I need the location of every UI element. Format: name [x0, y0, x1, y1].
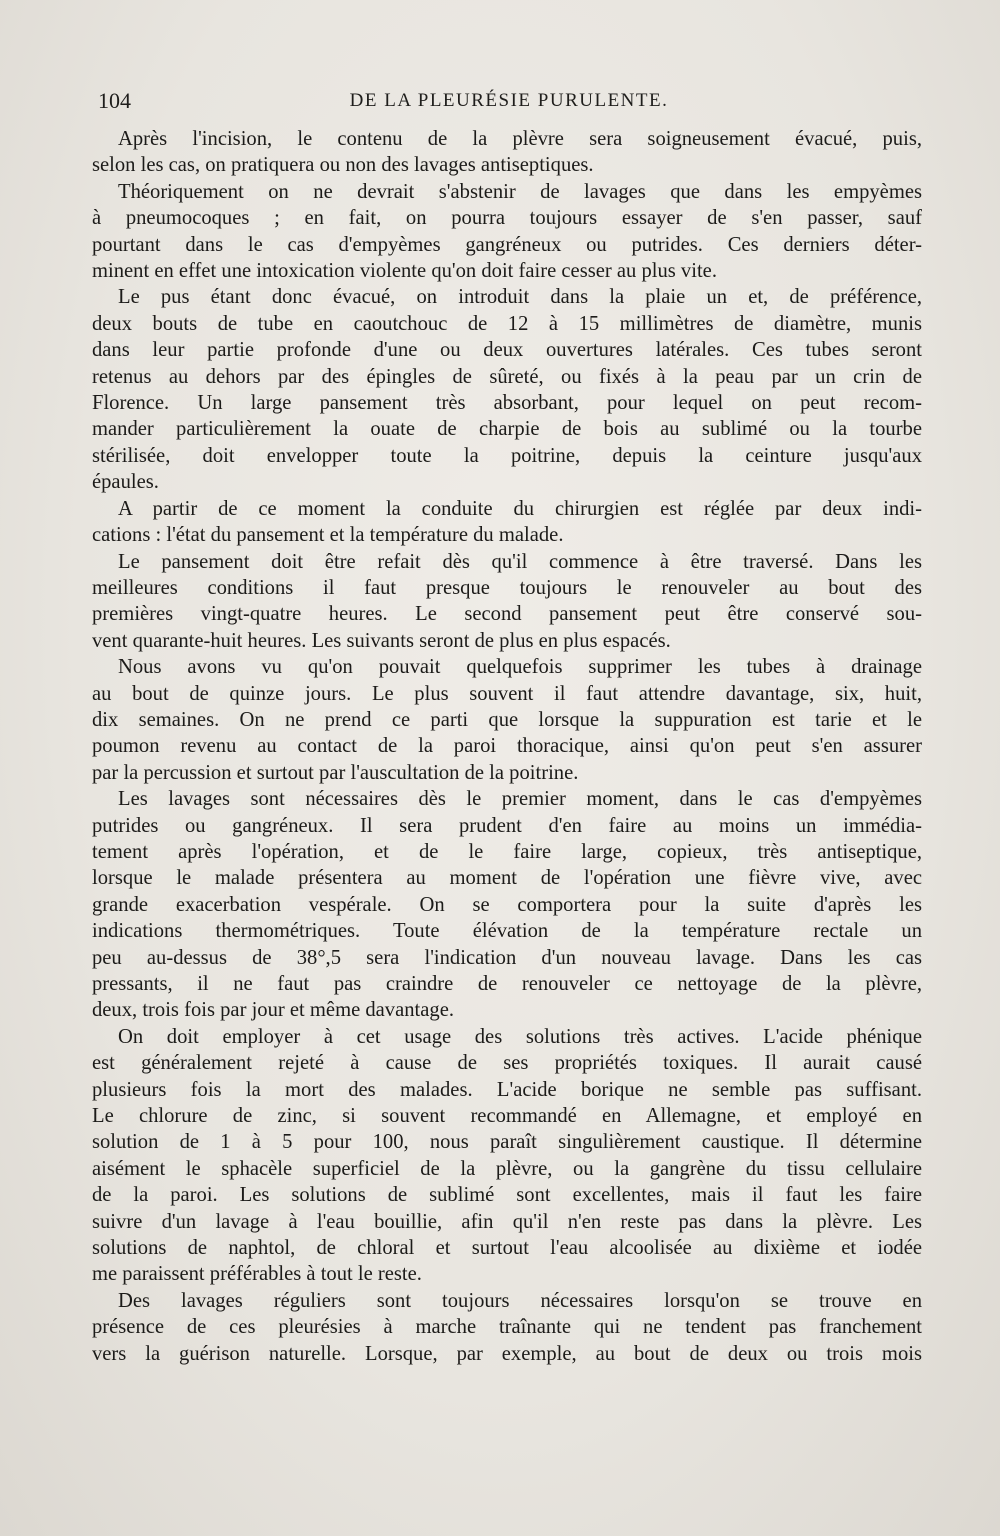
text-line: dix semaines. On ne prend ce parti que lorsque la suppuration est tarie et le	[92, 708, 922, 731]
text-line: A partir de ce moment la conduite du chirurgien est réglée par deux indi-	[118, 497, 922, 520]
text-line: grande exacerbation vespérale. On se comportera pour la suite d'après les	[92, 893, 922, 916]
text-line: minent en effet une intoxication violente qu'on doit faire cesser au plus vite.	[92, 260, 717, 283]
paragraph	[92, 179, 922, 285]
text-line: Après l'incision, le contenu de la plèvre sera soigneusement évacué, puis,	[118, 128, 922, 150]
page-header	[98, 88, 920, 122]
paragraph	[92, 126, 922, 179]
text-line: tement après l'opération, et de le faire large, copieux, très antiseptique,	[92, 840, 922, 863]
text-line: présence de ces pleurésies à marche traînante qui ne tendent pas franchement	[92, 1316, 922, 1339]
paragraph	[92, 1288, 922, 1367]
text-line: pourtant dans le cas d'empyèmes gangréneux ou putrides. Ces derniers déter-	[92, 233, 922, 256]
text-line: vent quarante-huit heures. Les suivants seront de plus en plus espacés.	[92, 629, 671, 652]
text-line: solutions de naphtol, de chloral et surtout l'eau alcoolisée au dixième et iodée	[92, 1237, 922, 1260]
text-line: peu au-dessus de 38°,5 sera l'indication d'un nouveau lavage. Dans les cas	[92, 946, 922, 969]
text-line: Le pansement doit être refait dès qu'il commence à être traversé. Dans les	[118, 550, 922, 573]
text-line: lorsque le malade présentera au moment de l'opération une fièvre vive, avec	[92, 867, 922, 890]
paragraph	[92, 284, 922, 495]
text-line: solution de 1 à 5 pour 100, nous paraît singulièrement caustique. Il détermine	[92, 1131, 922, 1154]
text-line: par la percussion et surtout par l'auscultation de la poitrine.	[92, 761, 579, 784]
text-line: indications thermométriques. Toute élévation de la température rectale un	[92, 920, 922, 943]
text-line: Florence. Un large pansement très absorbant, pour lequel on peut recom-	[92, 392, 922, 415]
text-line: stérilisée, doit envelopper toute la poitrine, depuis la ceinture jusqu'aux	[92, 444, 922, 467]
text-line: retenus au dehors par des épingles de sûreté, ou fixés à la peau par un crin de	[92, 365, 922, 388]
text-line: Les lavages sont nécessaires dès le premier moment, dans le cas d'empyèmes	[118, 788, 922, 811]
running-title: DE LA PLEURÉSIE PURULENTE.	[349, 90, 669, 111]
text-line: Nous avons vu qu'on pouvait quelquefois supprimer les tubes à drainage	[118, 656, 922, 679]
body-text	[92, 126, 922, 1367]
text-line: est généralement rejeté à cause de ses propriétés toxiques. Il aurait causé	[92, 1052, 922, 1075]
text-line: selon les cas, on pratiquera ou non des lavages antiseptiques.	[92, 154, 594, 177]
text-line: plusieurs fois la mort des malades. L'acide borique ne semble pas suffisant.	[92, 1078, 922, 1101]
paragraph	[92, 549, 922, 655]
text-line: deux, trois fois par jour et même davantage.	[92, 999, 454, 1022]
text-line: dans leur partie profonde d'une ou deux ouvertures latérales. Ces tubes seront	[92, 339, 922, 362]
text-line: pressants, il ne faut pas craindre de renouveler ce nettoyage de la plèvre,	[92, 973, 922, 995]
text-line: suivre d'un lavage à l'eau bouillie, afin qu'il n'en reste pas dans la plèvre. Les	[92, 1210, 922, 1233]
text-line: Théoriquement on ne devrait s'abstenir de lavages que dans les empyèmes	[118, 180, 922, 203]
text-line: aisément le sphacèle superficiel de la plèvre, ou la gangrène du tissu cellulaire	[92, 1157, 922, 1180]
page-number: 104	[98, 88, 131, 113]
text-line: Des lavages réguliers sont toujours nécessaires lorsqu'on se trouve en	[118, 1289, 922, 1312]
paragraph	[92, 496, 922, 549]
text-line: cations : l'état du pansement et la température du malade.	[92, 524, 564, 547]
paragraph	[92, 1024, 922, 1288]
text-line: Le pus étant donc évacué, on introduit dans la plaie un et, de préférence,	[118, 286, 922, 309]
text-line: au bout de quinze jours. Le plus souvent il faut attendre davantage, six, huit,	[92, 682, 922, 705]
text-line: premières vingt-quatre heures. Le second pansement peut être conservé sou-	[92, 603, 922, 626]
paragraph	[92, 786, 922, 1024]
text-line: putrides ou gangréneux. Il sera prudent d'en faire au moins un immédia-	[92, 814, 922, 837]
text-line: On doit employer à cet usage des solutions très actives. L'acide phénique	[118, 1025, 922, 1048]
text-line: à pneumocoques ; en fait, on pourra toujours essayer de s'en passer, sauf	[92, 207, 922, 230]
text-line: meilleures conditions il faut presque toujours le renouveler au bout des	[92, 576, 922, 599]
text-line: deux bouts de tube en caoutchouc de 12 à 15 millimètres de diamètre, munis	[92, 312, 922, 335]
text-line: de la paroi. Les solutions de sublimé sont excellentes, mais il faut les faire	[92, 1184, 922, 1207]
text-line: épaules.	[92, 471, 159, 494]
text-line: poumon revenu au contact de la paroi thoracique, ainsi qu'on peut s'en assurer	[92, 735, 922, 758]
paragraph	[92, 654, 922, 786]
text-line: vers la guérison naturelle. Lorsque, par exemple, au bout de deux ou trois mois	[92, 1342, 922, 1365]
text-line: Le chlorure de zinc, si souvent recommandé en Allemagne, et employé en	[92, 1105, 922, 1128]
text-line: mander particulièrement la ouate de charpie de bois au sublimé ou la tourbe	[92, 418, 922, 441]
text-line: me paraissent préférables à tout le reste.	[92, 1263, 422, 1286]
